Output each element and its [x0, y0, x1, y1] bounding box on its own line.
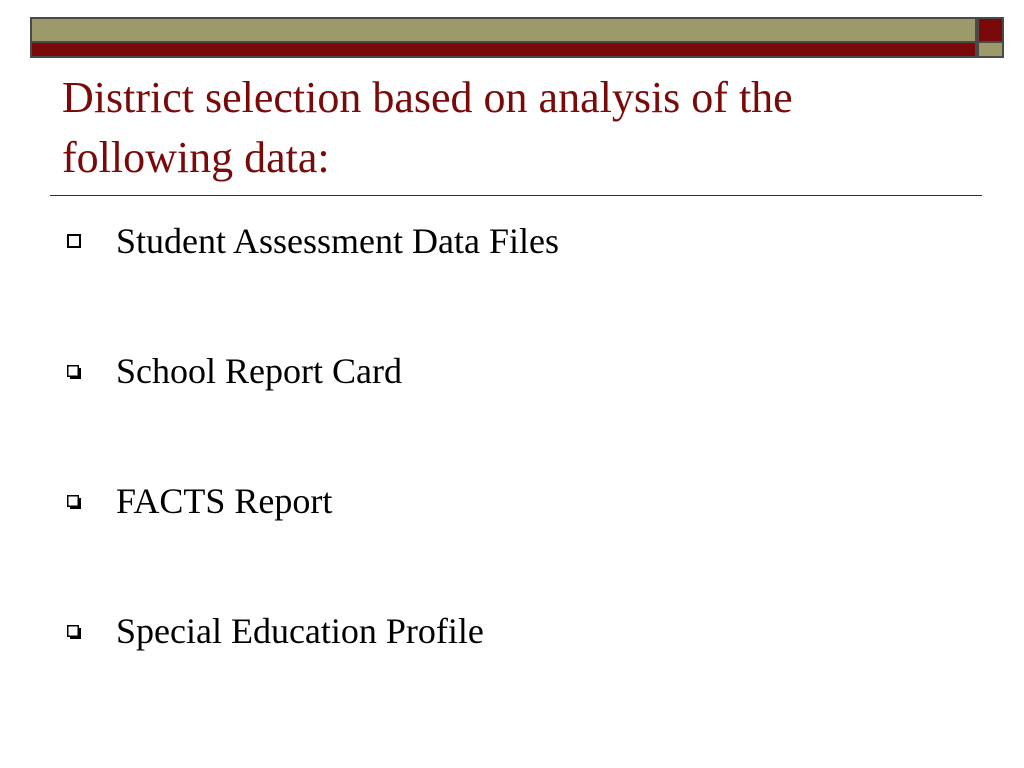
- header-corner-maroon-block: [977, 17, 1004, 43]
- bullet-item-special-education-profile: [62, 606, 962, 656]
- hollow-square-icon: [67, 234, 82, 249]
- bullet-item-student-assessment: [62, 216, 962, 266]
- shadowed-square-icon: [67, 365, 82, 380]
- bullet-label: School Report Card: [116, 351, 402, 391]
- bullet-item-school-report-card: [62, 346, 962, 396]
- shadowed-square-icon: [67, 625, 82, 640]
- bullet-item-facts-report: [62, 476, 962, 526]
- slide-title: District selection based on analysis of the following data:: [62, 73, 793, 182]
- bullet-label: Special Education Profile: [116, 611, 484, 651]
- bullet-label: FACTS Report: [116, 481, 333, 521]
- header-banner-olive-band: [30, 17, 977, 43]
- bullet-label: Student Assessment Data Files: [116, 221, 559, 261]
- shadowed-square-icon: [67, 495, 82, 510]
- header-corner-olive-block: [977, 43, 1004, 58]
- title-divider: [50, 195, 982, 196]
- header-banner-maroon-band: [30, 43, 977, 58]
